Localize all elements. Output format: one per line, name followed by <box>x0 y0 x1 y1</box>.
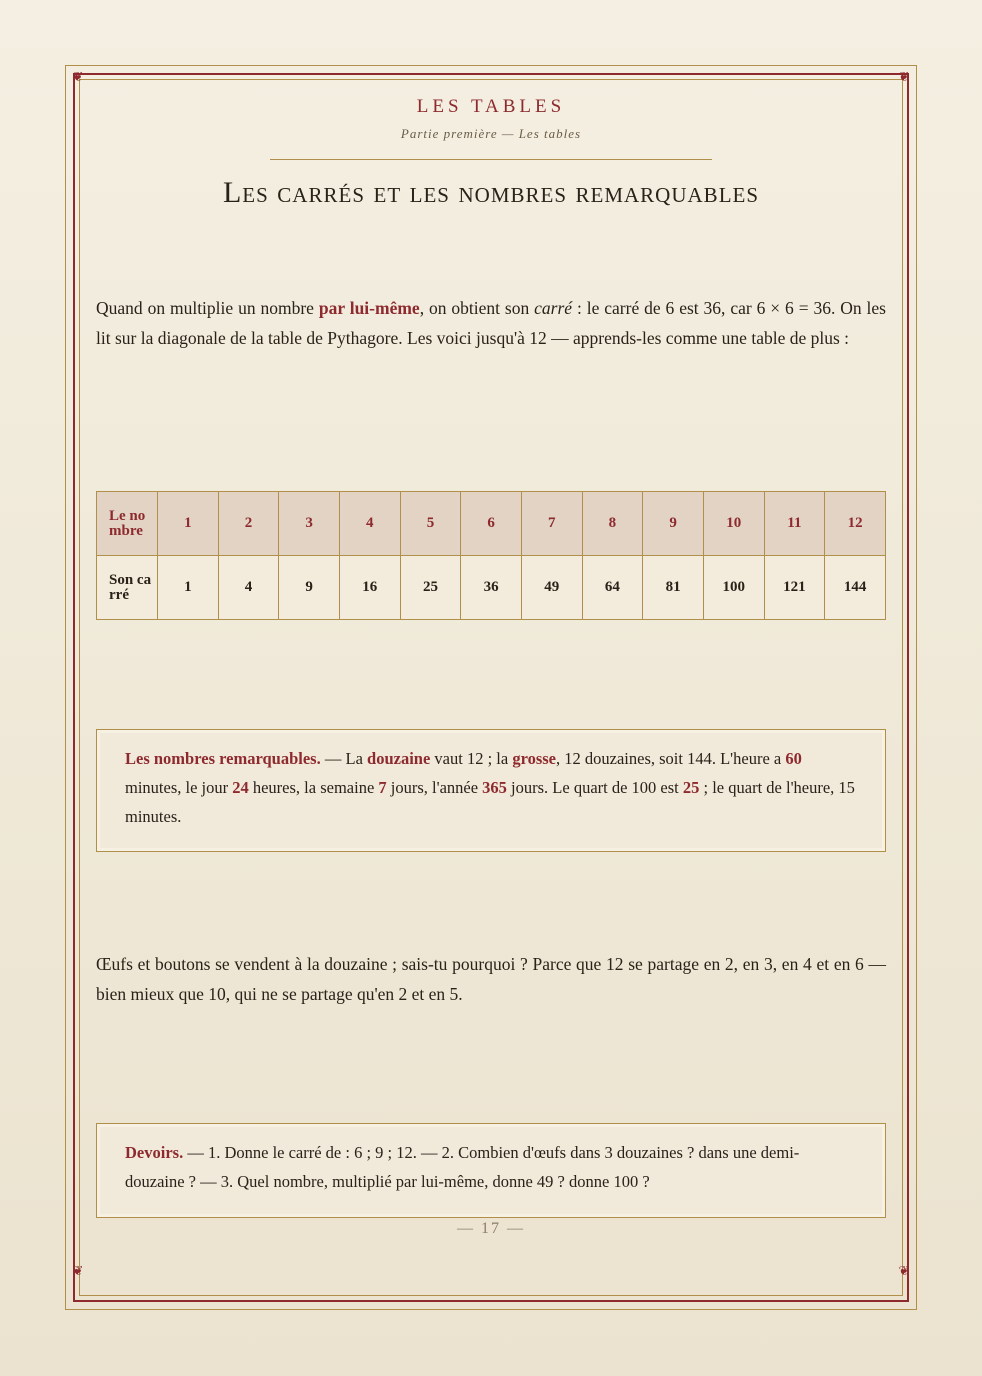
intro-paragraph <box>96 294 886 353</box>
intro-italic-term: carré <box>534 298 573 318</box>
squares-table <box>96 491 886 620</box>
homework-box <box>96 1123 886 1218</box>
intro-text: : le carré de 6 est 36, car 6 × 6 = 36. On les lit sur la diagonale de la table de Pythagore. Les voici jusqu'à 12 — apprends-les comme une table de plus : <box>96 298 886 348</box>
table-cell: 4 <box>339 492 400 556</box>
page-frame-inner-thin <box>79 79 903 1296</box>
intro-text: Quand on multiplie un nombre <box>96 298 319 318</box>
box-emphasis: 60 <box>785 749 802 768</box>
homework-lead: Devoirs. <box>125 1143 184 1162</box>
row-header-number: Le nombre <box>97 492 158 556</box>
header-rule <box>270 159 712 160</box>
page-number: — 17 — <box>457 1220 525 1237</box>
box-text: heures, la semaine <box>248 778 379 797</box>
table-cell: 64 <box>582 556 643 620</box>
table-cell: 3 <box>279 492 340 556</box>
table-cell: 121 <box>764 556 825 620</box>
table-cell: 25 <box>400 556 461 620</box>
table-cell: 4 <box>218 556 279 620</box>
table-row-squares <box>97 556 886 620</box>
running-subtitle: Partie première — Les tables <box>400 126 582 141</box>
fleuron-icon: ❦ <box>898 1264 910 1279</box>
box-emphasis: 365 <box>482 778 507 797</box>
table-cell: 16 <box>339 556 400 620</box>
box-text: , 12 douzaines, soit 144. L'heure a <box>556 749 786 768</box>
table-cell: 1 <box>158 492 219 556</box>
box-text: jours, l'année <box>386 778 483 797</box>
remarkable-numbers-box <box>96 729 886 852</box>
fleuron-icon: ❦ <box>898 70 910 85</box>
box-emphasis: 25 <box>682 778 700 797</box>
box-lead: Les nombres remarquables. <box>125 749 321 768</box>
table-cell: 100 <box>703 556 764 620</box>
page-title: Les carrés et les nombres remarquables <box>222 176 760 209</box>
intro-emphasis: par lui-même <box>318 298 420 318</box>
box-text: ; le quart de l'heure, 15 minutes. <box>125 778 855 826</box>
table-cell: 5 <box>400 492 461 556</box>
box-emphasis: 24 <box>232 778 249 797</box>
fleuron-icon: ❦ <box>72 1264 84 1279</box>
table-row-numbers <box>97 492 886 556</box>
table-cell: 36 <box>461 556 522 620</box>
table-cell: 11 <box>764 492 825 556</box>
box-text: jours. Le quart de 100 est <box>506 778 683 797</box>
table-cell: 144 <box>825 556 886 620</box>
running-title: LES TABLES <box>416 96 566 117</box>
table-cell: 49 <box>521 556 582 620</box>
table-cell: 1 <box>158 556 219 620</box>
intro-text: , on obtient son <box>419 298 535 318</box>
table-cell: 12 <box>825 492 886 556</box>
table-cell: 81 <box>643 556 704 620</box>
box-text: — La <box>320 749 368 768</box>
table-cell: 9 <box>279 556 340 620</box>
table-cell: 2 <box>218 492 279 556</box>
box-text: minutes, le jour <box>125 778 233 797</box>
eggs-paragraph: Œufs et boutons se vendent à la douzaine ; sais-tu pourquoi ? Parce que 12 se partage en 2, en 3, en 4 et en 6 — bien mieux que 10, qui ne se partage qu'en 2 et en 5. <box>96 954 886 1004</box>
box-emphasis: douzaine <box>367 749 431 768</box>
table-cell: 7 <box>521 492 582 556</box>
homework-text: — 1. Donne le carré de : 6 ; 9 ; 12. — 2. Combien d'œufs dans 3 douzaines ? dans une demi-douzaine ? — 3. Quel nombre, multiplié par lui-même, donne 49 ? donne 100 ? <box>125 1143 800 1191</box>
fleuron-icon: ❦ <box>72 70 84 85</box>
table-cell: 10 <box>703 492 764 556</box>
table-cell: 6 <box>461 492 522 556</box>
table-cell: 8 <box>582 492 643 556</box>
box-emphasis: 7 <box>378 778 387 797</box>
row-header-square: Son carré <box>97 556 158 620</box>
table-cell: 9 <box>643 492 704 556</box>
box-emphasis: grosse <box>512 749 557 768</box>
box-text: vaut 12 ; la <box>430 749 513 768</box>
